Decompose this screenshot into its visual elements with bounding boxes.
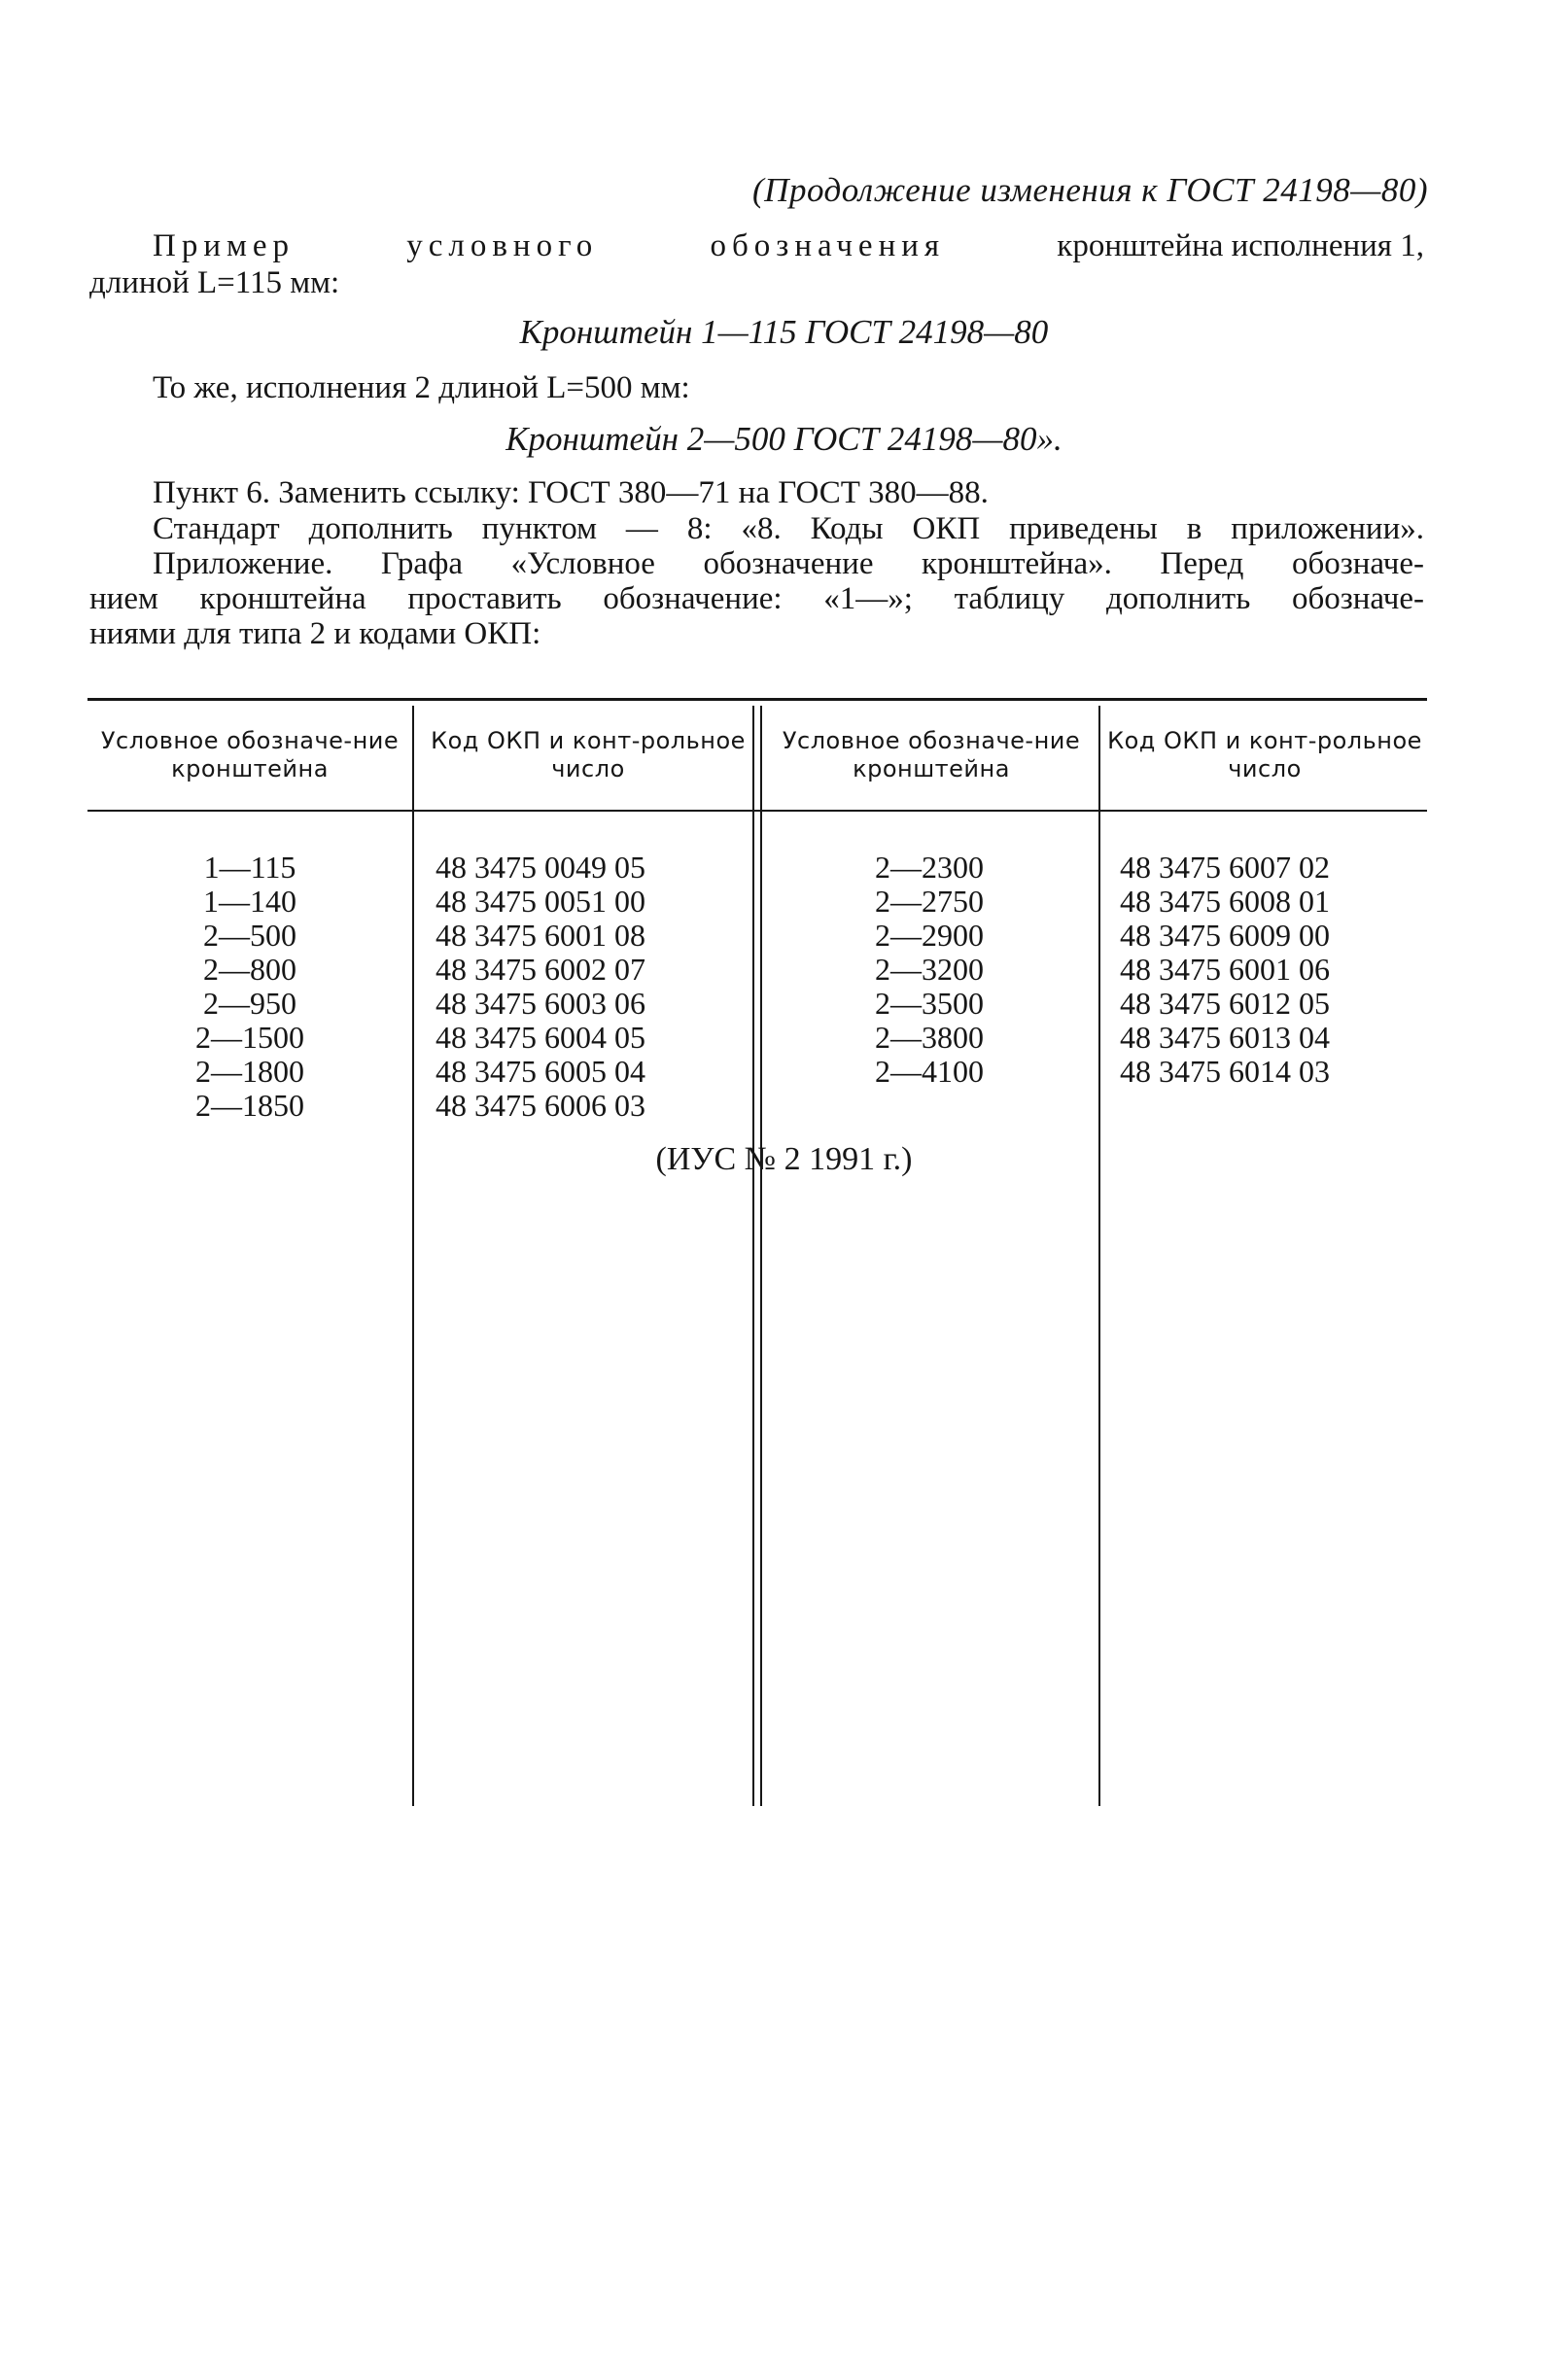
standard-supplement-paragraph: Стандарт дополнить пунктом — 8: «8. Коды ОКП приведены в приложении».	[153, 511, 1424, 546]
example-line-2: длиной L=115 мм:	[89, 265, 340, 300]
table-cell: 48 3475 6009 00	[1120, 918, 1330, 953]
ius-footer: (ИУС № 2 1991 г.)	[655, 1141, 913, 1177]
table-cell: 2—1800	[195, 1054, 304, 1089]
item-6-paragraph: Пункт 6. Заменить ссылку: ГОСТ 380—71 на ГОСТ 380—88.	[153, 475, 989, 510]
example-word-4: кронштейна исполнения 1,	[1057, 228, 1424, 263]
table-cell: 48 3475 6007 02	[1120, 850, 1330, 885]
same-version-2-line: То же, исполнения 2 длиной L=500 мм:	[153, 370, 690, 405]
table-top-rule	[87, 698, 1427, 701]
table-cell: 48 3475 6002 07	[436, 952, 645, 987]
header-designation-left: Условное обозначе-ние кронштейна	[100, 727, 400, 782]
table-cell: 48 3475 6006 03	[436, 1088, 645, 1123]
example-word-2: условного	[406, 228, 599, 263]
table-vrule-2b	[760, 706, 762, 1806]
example-word-1: Пример	[153, 228, 296, 263]
header-okp-code-right: Код ОКП и конт-рольное число	[1107, 727, 1422, 782]
designation-example-2: Кронштейн 2—500 ГОСТ 24198—80».	[505, 420, 1063, 458]
column-okp-codes-left	[436, 851, 747, 1123]
table-cell: 2—4100	[875, 1054, 984, 1089]
table-cell: 48 3475 6003 06	[436, 986, 645, 1021]
column-designations-left	[87, 851, 412, 1123]
table-cell: 48 3475 6004 05	[436, 1020, 645, 1055]
table-cell: 2—3500	[875, 986, 984, 1021]
table-cell: 48 3475 0051 00	[436, 884, 645, 919]
example-word-3: обозначения	[710, 228, 946, 263]
table-cell: 48 3475 6012 05	[1120, 986, 1330, 1021]
table-cell: 48 3475 6013 04	[1120, 1020, 1330, 1055]
table-cell: 1—115	[203, 850, 296, 885]
appendix-paragraph-line-3: ниями для типа 2 и кодами ОКП:	[89, 616, 541, 651]
table-cell: 2—2300	[875, 850, 984, 885]
table-cell: 2—500	[203, 918, 296, 953]
table-cell: 2—950	[203, 986, 296, 1021]
table-cell: 48 3475 6005 04	[436, 1054, 645, 1089]
table-vrule-3	[1098, 706, 1100, 1806]
table-vrule-2a	[752, 706, 754, 1806]
table-cell: 2—3200	[875, 952, 984, 987]
designation-example-1: Кронштейн 1—115 ГОСТ 24198—80	[519, 313, 1049, 351]
table-cell: 1—140	[203, 884, 296, 919]
table-cell: 2—2900	[875, 918, 984, 953]
column-okp-codes-right	[1120, 851, 1427, 1089]
table-header-rule	[87, 810, 1427, 812]
table-cell: 2—1500	[195, 1020, 304, 1055]
table-cell: 2—800	[203, 952, 296, 987]
example-line-1	[153, 227, 1424, 264]
table-cell: 2—3800	[875, 1020, 984, 1055]
table-cell: 48 3475 6001 08	[436, 918, 645, 953]
continuation-note: (Продолжение изменения к ГОСТ 24198—80)	[752, 171, 1428, 209]
header-designation-right: Условное обозначе-ние кронштейна	[782, 727, 1081, 782]
table-cell: 48 3475 6001 06	[1120, 952, 1330, 987]
table-cell: 2—1850	[195, 1088, 304, 1123]
table-cell: 2—2750	[875, 884, 984, 919]
appendix-paragraph-line-2: нием кронштейна проставить обозначение: «1—»; таблицу дополнить обозначе-	[89, 581, 1424, 616]
column-designations-right	[764, 851, 1095, 1089]
appendix-paragraph-line-1: Приложение. Графа «Условное обозначение кронштейна». Перед обозначе-	[153, 546, 1424, 581]
table-vrule-1	[412, 706, 414, 1806]
header-okp-code-left: Код ОКП и конт-рольное число	[431, 727, 746, 782]
table-cell: 48 3475 6008 01	[1120, 884, 1330, 919]
table-cell: 48 3475 6014 03	[1120, 1054, 1330, 1089]
table-cell: 48 3475 0049 05	[436, 850, 645, 885]
